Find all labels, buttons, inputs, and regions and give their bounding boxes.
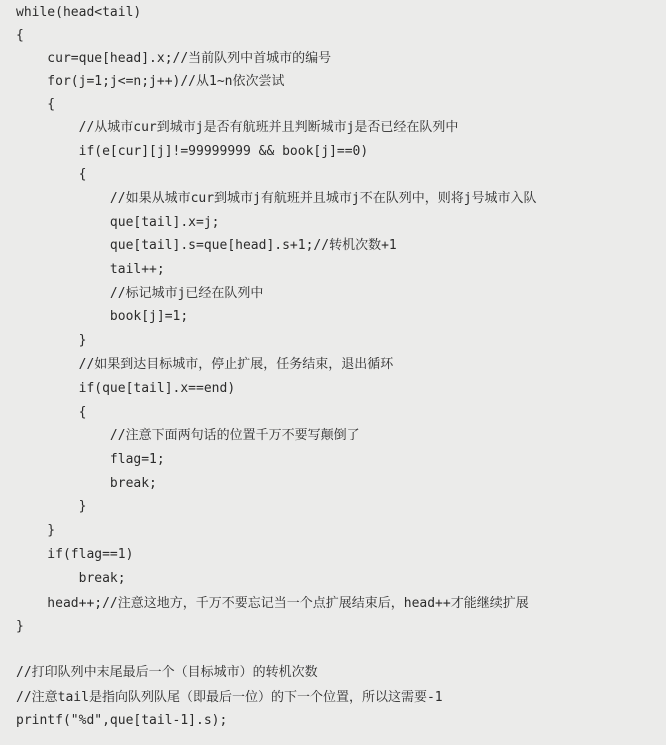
- code-line-13: //标记城市j已经在队列中: [16, 286, 264, 301]
- code-line-10: que[tail].x=j;: [16, 215, 220, 230]
- code-line-25: break;: [16, 571, 126, 586]
- code-line-26: head++;//注意这地方，千万不要忘记当一个点扩展结束后，head++才能继续扩展: [16, 596, 529, 611]
- code-line-23: }: [16, 523, 56, 538]
- code-line-6: //从城市cur到城市j是否有航班并且判断城市j是否已经在队列中: [16, 120, 459, 135]
- code-line-20: flag=1;: [16, 452, 165, 467]
- code-line-19: //注意下面两句话的位置千万不要写颠倒了: [16, 428, 360, 443]
- code-line-24: if(flag==1): [16, 547, 134, 562]
- code-line-2: {: [16, 28, 24, 43]
- code-line-8: {: [16, 167, 87, 182]
- code-line-22: }: [16, 499, 87, 514]
- code-line-12: tail++;: [16, 262, 165, 277]
- code-line-9: //如果从城市cur到城市j有航班并且城市j不在队列中，则将j号城市入队: [16, 191, 537, 206]
- code-line-18: {: [16, 405, 87, 420]
- code-line-31: printf("%d",que[tail-1].s);: [16, 713, 228, 728]
- code-line-16: //如果到达目标城市，停止扩展，任务结束，退出循环: [16, 357, 394, 372]
- code-line-29: //打印队列中末尾最后一个（目标城市）的转机次数: [16, 665, 318, 680]
- code-line-15: }: [16, 333, 87, 348]
- code-line-5: {: [16, 97, 56, 112]
- code-line-3: cur=que[head].x;//当前队列中首城市的编号: [16, 51, 332, 66]
- code-line-30: //注意tail是指向队列队尾（即最后一位）的下一个位置，所以这需要-1: [16, 690, 443, 705]
- code-line-11: que[tail].s=que[head].s+1;//转机次数+1: [16, 238, 397, 253]
- code-line-1: while(head<tail): [16, 5, 142, 20]
- code-line-17: if(que[tail].x==end): [16, 381, 236, 396]
- code-line-21: break;: [16, 476, 157, 491]
- code-line-14: book[j]=1;: [16, 309, 189, 324]
- code-line-27: }: [16, 619, 24, 634]
- code-line-4: for(j=1;j<=n;j++)//从1~n依次尝试: [16, 74, 285, 89]
- code-line-7: if(e[cur][j]!=99999999 && book[j]==0): [16, 144, 369, 159]
